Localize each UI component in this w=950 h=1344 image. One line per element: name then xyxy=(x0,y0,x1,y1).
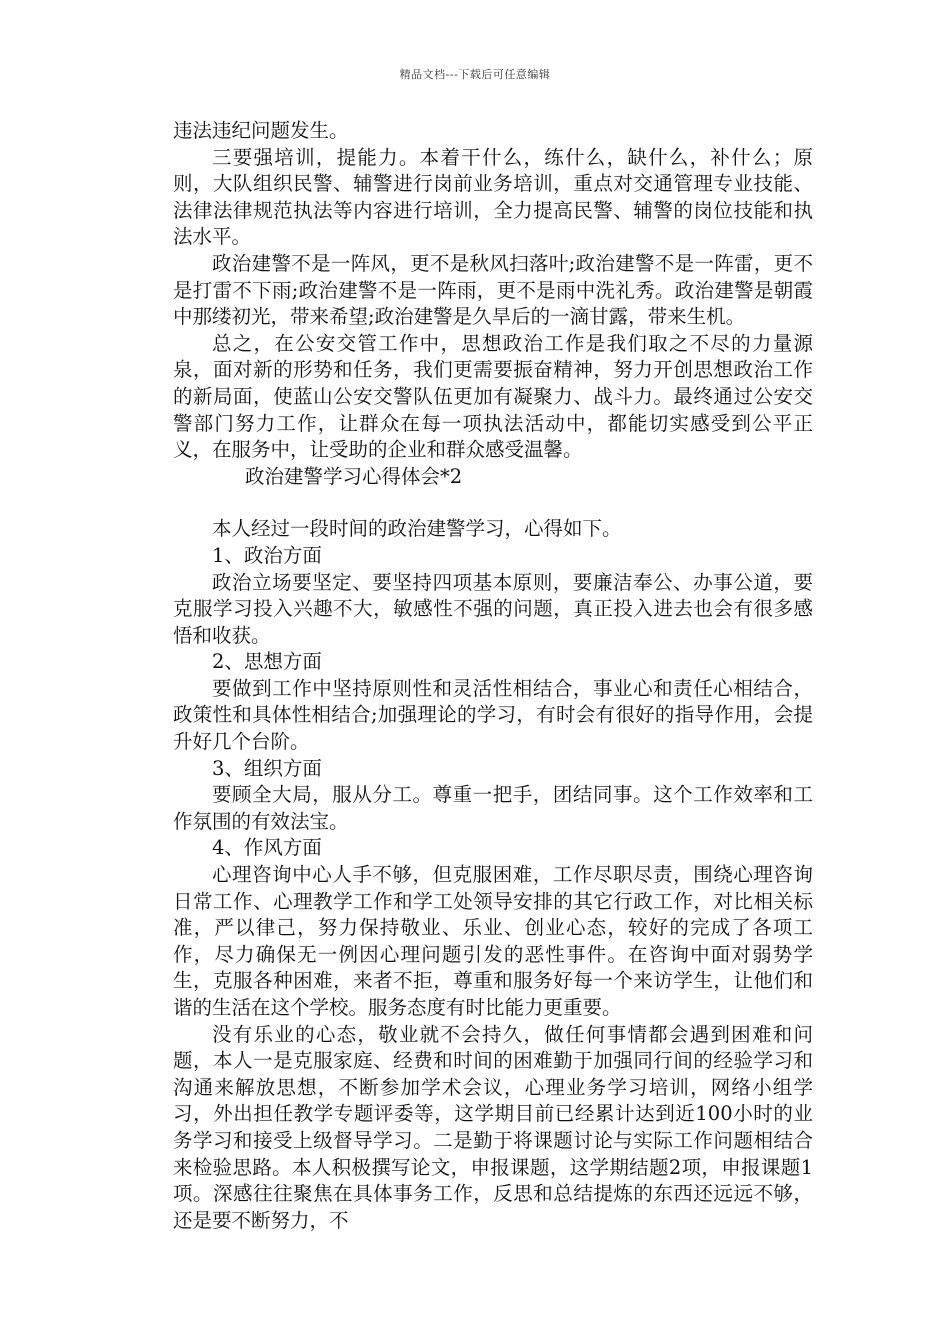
paragraph: 心理咨询中心人手不够，但克服困难，工作尽职尽责，围绕心理咨询日常工作、心理教学工作和学工处领导安排的其它行政工作，对比相关标准，严以律己，努力保持敬业、乐业、创业心态，较好的完成了各项工作，尽力确保无一例因心理问题引发的恶性事件。在咨询中面对弱势学生，克服各种困难，来者不拒，尊重和服务好每一个来访学生，让他们和谐的生活在这个学校。服务态度有时比能力更重要。 xyxy=(173,863,813,1019)
paragraph: 政治立场要坚定、要坚持四项基本原则，要廉洁奉公、办事公道，要克服学习投入兴趣不大，敏感性不强的问题，真正投入进去也会有很多感悟和收获。 xyxy=(173,570,813,647)
paragraph: 违法违纪问题发生。 xyxy=(173,119,349,142)
paragraph: 总之，在公安交管工作中，思想政治工作是我们取之不尽的力量源泉，面对新的形势和任务，我们更需要振奋精神，努力开创思想政治工作的新局面，使蓝山公安交警队伍更加有凝聚力、战斗力。最终通过公安交警部门努力工作，让群众在每一项执法活动中，都能切实感受到公平正义，在服务中，让受助的企业和群众感受温馨。 xyxy=(173,331,813,462)
paragraph: 三要强培训，提能力。本着干什么，练什么，缺什么，补什么；原则，大队组织民警、辅警进行岗前业务培训，重点对交通管理专业技能、法律法律规范执法等内容进行培训，全力提高民警、辅警的岗位技能和执法水平。 xyxy=(173,145,813,249)
paragraph: 没有乐业的心态，敬业就不会持久，做任何事情都会遇到困难和问题，本人一是克服家庭、经费和时间的困难勤于加强同行间的经验学习和沟通来解放思想，不断参加学术会议，心理业务学习培训，网络小组学习，外出担任教学专题评委等，这学期目前已经累计达到近100小时的业务学习和接受上级督导学习。二是勤于将课题讨论与实际工作问题相结合来检验思路。本人积极撰写论文，申报课题，这学期结题2项，申报课题1项。深感往往聚焦在具体事务工作，反思和总结提炼的东西还远远不够，还是要不断努力，不 xyxy=(173,1022,813,1232)
page-header: 精品文档---下载后可任意编辑 xyxy=(399,68,551,81)
section-heading: 2、思想方面 xyxy=(212,650,322,674)
paragraph: 政治建警不是一阵风，更不是秋风扫落叶;政治建警不是一阵雷，更不是打雷不下雨;政治建警不是一阵雨，更不是雨中洗礼秀。政治建警是朝霞中那缕初光，带来希望;政治建警是久旱后的一滴甘露，带来生机。 xyxy=(173,251,813,329)
section-heading: 4、作风方面 xyxy=(212,836,322,860)
paragraph: 本人经过一段时间的政治建警学习，心得如下。 xyxy=(212,517,622,541)
section-title: 政治建警学习心得体会*2 xyxy=(245,464,463,488)
document-body xyxy=(173,118,813,1234)
paragraph: 要顾全大局，服从分工。尊重一把手，团结同事。这个工作效率和工作氛围的有效法宝。 xyxy=(173,783,813,833)
blank-line xyxy=(173,490,813,516)
paragraph: 要做到工作中坚持原则性和灵活性相结合，事业心和责任心相结合，政策性和具体性相结合;加强理论的学习，有时会有很好的指导作用，会提升好几个台阶。 xyxy=(173,676,813,754)
section-heading: 3、组织方面 xyxy=(212,756,322,780)
section-heading: 1、政治方面 xyxy=(212,543,322,567)
